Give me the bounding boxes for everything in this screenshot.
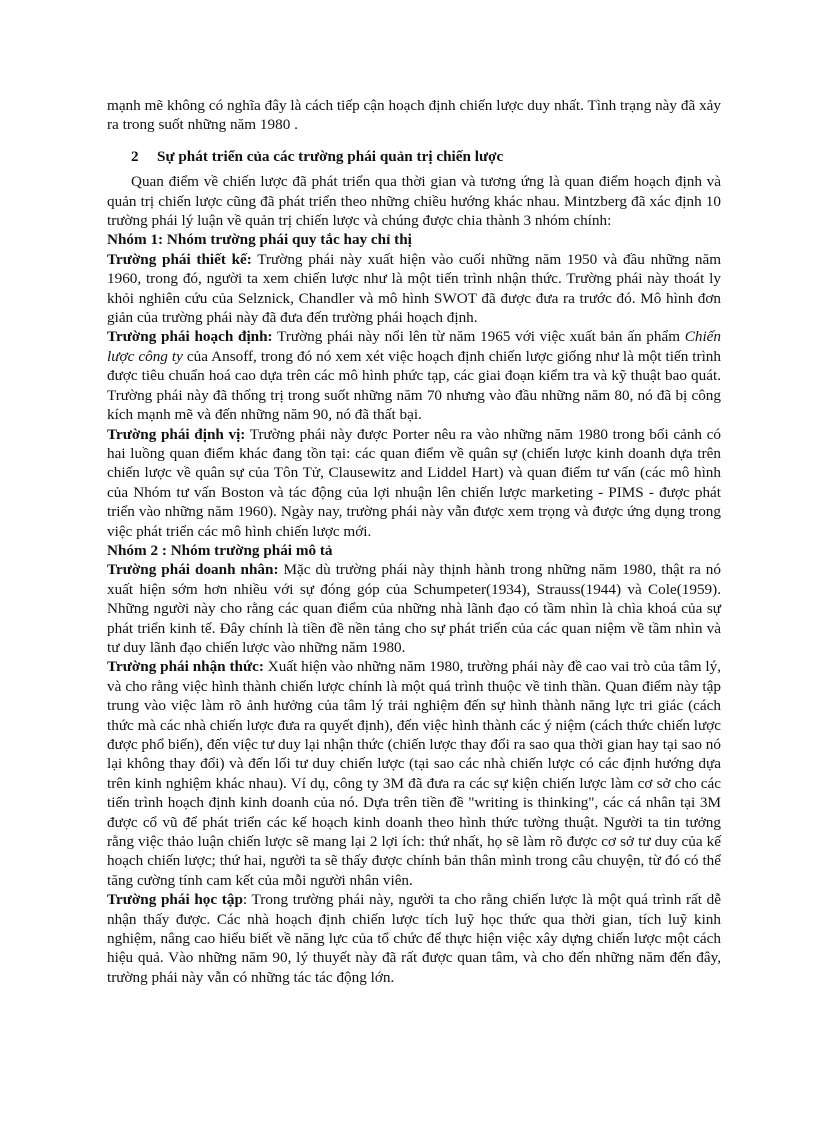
planning-school-text-b: của Ansoff, trong đó nó xem xét việc hoạch định chiến lược giống như là một tiến trình được tiêu chuẩn hoá cao dựa trên các mô hình phức tạp, các giai đoạn kiểm tra và kỹ thuật bao quát. Trường phái này đã thống trị trong suốt những năm 70 nhưng vào đầu những năm 80, nó đã bị công kích mạnh mẽ và đến những năm 90, nó đã thất bại. bbox=[107, 347, 721, 424]
learning-school-text: : Trong trường phái này, người ta cho rằng chiến lược là một quá trình rất dễ nhận thấy được. Các nhà hoạch định chiến lược tích luỹ học thức qua thời gian, tích luỹ kinh nghiệm, nâng cao hiểu biết về năng lực của tổ chức để thực hiện việc xây dựng chiến lược một cách hiệu quả. Vào những năm 90, lý thuyết này đã rất được quan tâm, và cho đến những năm đến đây, trường phái này vẫn có những tác tác động lớn. bbox=[107, 891, 721, 986]
section-heading bbox=[107, 147, 721, 166]
entrepreneurial-school-text: Mặc dù trường phái này thịnh hành trong những năm 1980, thật ra nó xuất hiện sớm hơn nhiều với sự đóng góp của Schumpeter(1934), Strauss(1944) và Cole(1959). Những người này cho rằng các quan điểm của những nhà lãnh đạo có tầm nhìn là chìa khoá của sự phát triển kinh tế. Đây chính là tiền đề nền tảng cho sự phát triển của các quan niệm về tầm nhìn và tư duy lãnh đạo chiến lược vào những năm 1980. bbox=[107, 561, 721, 656]
learning-school-term: Trường phái học tập bbox=[107, 891, 243, 909]
planning-school-book: Chiến lược công ty bbox=[107, 328, 722, 365]
section-title: Sự phát triển của các trường phái quản trị chiến lược bbox=[157, 147, 504, 165]
section-intro-paragraph: Quan điểm về chiến lược đã phát triển qua thời gian và tương ứng là quan điểm hoạch định và quản trị chiến lược cũng đã phát triển theo những chiều hướng khác nhau. Mintzberg đã xác định 10 trường phái lý luận về quản trị chiến lược và chúng được chia thành 3 nhóm chính: bbox=[107, 173, 721, 230]
learning-school-paragraph bbox=[107, 890, 721, 987]
section-number: 2 bbox=[131, 147, 139, 165]
cognitive-school-term: Trường phái nhận thức: bbox=[107, 658, 264, 676]
planning-school-text-a: Trường phái này nổi lên từ năm 1965 với việc xuất bản ấn phẩm bbox=[272, 328, 685, 346]
intro-paragraph: mạnh mẽ không có nghĩa đây là cách tiếp cận hoạch định chiến lược duy nhất. Tình trạng này đã xảy ra trong suốt những năm 1980 . bbox=[107, 97, 721, 134]
positioning-school-text: Trường phái này được Porter nêu ra vào những năm 1980 trong bối cảnh có hai luồng quan điểm khác đang tồn tại: các quan điểm về quân sự (chiến lược kinh doanh dựa trên chiến lược về quân sự của Tôn Tử, Clausewitz and Liddel Hart) và quan điểm tư vấn (các mô hình của Nhóm tư vấn Boston và tác động của lợi nhuận lên chiến lược marketing - PIMS - được phát triển vào những năm 1960). Ngày nay, trường phái này vẫn được xem trọng và được ứng dụng trong việc phát triển các mô hình chiến lược mới. bbox=[107, 425, 721, 540]
entrepreneurial-school-term: Trường phái doanh nhân: bbox=[107, 561, 279, 579]
design-school-term: Trường phái thiết kế: bbox=[107, 250, 252, 268]
positioning-school-paragraph bbox=[107, 425, 721, 541]
cognitive-school-paragraph bbox=[107, 657, 721, 890]
group2-heading: Nhóm 2 : Nhóm trường phái mô tả bbox=[107, 541, 333, 559]
entrepreneurial-school-paragraph bbox=[107, 560, 721, 657]
positioning-school-term: Trường phái định vị: bbox=[107, 425, 246, 443]
document-page bbox=[107, 96, 721, 987]
planning-school-term: Trường phái hoạch định: bbox=[107, 328, 273, 346]
planning-school-paragraph bbox=[107, 327, 721, 424]
cognitive-school-text: Xuất hiện vào những năm 1980, trường phái này đề cao vai trò của tâm lý, và cho rằng việc hình thành chiến lược chính là một quá trình thuộc về tinh thần. Quan điểm này tập trung vào việc làm rõ ảnh hưởng của tâm lý trải nghiệm đến sự hình thành năng lực tri giác (cách thức mà các nhà chiến lược đưa ra quyết định), đến việc hình thành các ý niệm (cách thức chiến lược được phổ biến), đến việc tư duy lại nhận thức (chiến lược thay đổi ra sao qua thời gian hay tại sao nó lại không thay đổi) và đến lối tư duy chiến lược (tại sao các nhà chiến lược có các định hướng dựa trên kinh nghiệm khác nhau). Ví dụ, công ty 3M đã đưa ra các sự kiện chiến lược làm cơ sở cho các tiến trình hoạch định kinh doanh của nó. Dựa trên tiền đề "writing is thinking", các cá nhân tại 3M được cổ vũ để phát triển các kế hoạch kinh doanh theo hình thức tường thuật. Người ta tin tưởng rằng việc thảo luận chiến lược sẽ mang lại 2 lợi ích: thứ nhất, họ sẽ làm rõ được cơ sở tư duy của kế hoạch chiến lược; thứ hai, người ta sẽ thấy được chính bản thân mình trong câu chuyện, từ đó có thể tăng cường tính cam kết của mỗi người nhân viên. bbox=[107, 658, 721, 889]
group1-heading: Nhóm 1: Nhóm trường phái quy tắc hay chỉ thị bbox=[107, 231, 412, 249]
design-school-paragraph bbox=[107, 250, 721, 328]
design-school-text: Trường phái này xuất hiện vào cuối những năm 1950 và đầu những năm 1960, trong đó, người ta xem chiến lược như là một tiến trình nhận thức. Trường phái này thoát ly khỏi nghiên cứu của Selznick, Chandler và mô hình SWOT đã được đưa ra trước đó. Mô hình đơn giản của trường phái này đã đưa đến trường phái hoạch định. bbox=[107, 250, 722, 327]
